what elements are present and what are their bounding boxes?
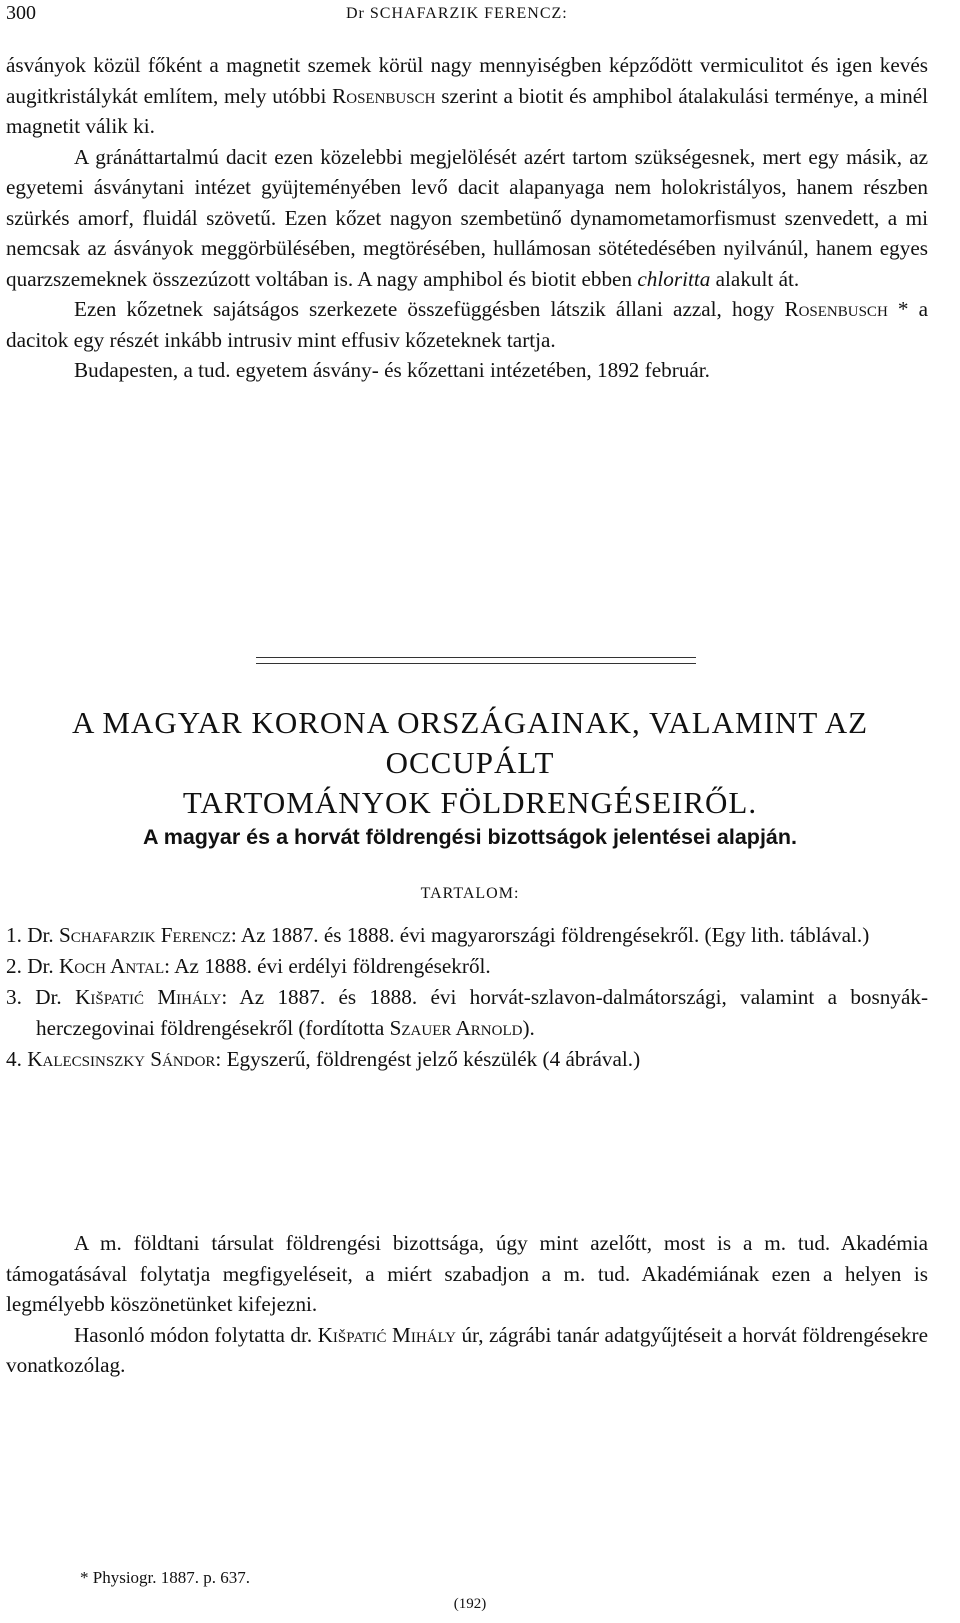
toc-item: 4. Kalecsinszky Sándor: Egyszerű, földrengést jelző készülék (4 ábrával.): [6, 1047, 641, 1071]
divider: [256, 657, 696, 658]
toc-item: 3. Dr. Kišpatić Mihály: Az 1887. és 1888. évi horvát-szlavon-dalmátországi, valamint a bosnyák-herczegovinai földrengésekről (fordította Szauer Arnold).: [6, 985, 929, 1040]
section-body: [6, 1228, 928, 1381]
running-title: Dr SCHAFARZIK FERENCZ:: [346, 5, 568, 22]
section-title: A MAGYAR KORONA ORSZÁGAINAK, VALAMINT AZ OCCUPÁLT TARTOMÁNYOK FÖLDRENGÉSEIRŐL.: [71, 705, 869, 820]
paragraph: Hasonló módon folytatta dr. Kišpatić Mihály úr, zágrábi tanár adatgyűjtéseit a horvát földrengésekre vonatkozólag.: [6, 1322, 928, 1377]
divider: [256, 663, 696, 664]
toc-item: 2. Dr. Koch Antal: Az 1888. évi erdélyi földrengésekről.: [6, 954, 491, 978]
paragraph: Ezen kőzetnek sajátságos szerkezete összefüggésben látszik állani azzal, hogy Rosenbusch * a dacitok egy részét inkább intrusiv mint effusiv kőzeteknek tartja.: [6, 297, 929, 352]
section-subtitle: A magyar és a horvát földrengési bizottságok jelentései alapján.: [143, 825, 797, 849]
paragraph: A m. földtani társulat földrengési bizottsága, úgy mint azelőtt, most is a m. tud. Akadémia támogatásával folytatja megfigyeléseit, a miért szabadjon a m. tud. Akadémiának ezen a helyen is legmélyebb köszönetünket kifejezni.: [6, 1231, 928, 1316]
paragraph: ásványok közül főként a magnetit szemek körül nagy mennyiségben képződött vermiculitot és igen kevés augitkristálykát említem, mely utóbbi Rosenbusch szerint a biotit és amphibol átalakulási terménye, a minél magnetit válik ki.: [6, 53, 928, 138]
page-footer: (192): [453, 1596, 487, 1612]
toc-item: 1. Dr. Schafarzik Ferencz: Az 1887. és 1888. évi magyarországi földrengésekről. (Egy lith. táblával.): [6, 923, 870, 947]
article-conclusion: [6, 50, 928, 386]
paragraph-dateline: Budapesten, a tud. egyetem ásvány- és kőzettani intézetében, 1892 február.: [74, 358, 710, 382]
toc-heading: TARTALOM:: [420, 885, 520, 902]
page-number: 300: [6, 2, 36, 24]
page-header: [6, 2, 931, 32]
table-of-contents: [6, 920, 928, 1075]
footnote: * Physiogr. 1887. p. 637.: [80, 1568, 251, 1587]
paragraph: A gránáttartalmú dacit ezen közelebbi megjelölését azért tartom szükségesnek, mert egy másik, az egyetemi ásványtani intézet gyüjteményében levő dacit alapanyaga nem holokristályos, hanem részben szürkés amorf, fluidál szövetű. Ezen kőzet nagyon szembetünő dynamometamorfismust szenvedett, a mi nemcsak az ásványok meggörbülésében, megtörésében, hullámosan sötétedésében nyilvánúl, hanem egyes quarzszemeknek összezúzott voltában is. A nagy amphibol és biotit ebben chloritta alakult át.: [6, 144, 928, 291]
